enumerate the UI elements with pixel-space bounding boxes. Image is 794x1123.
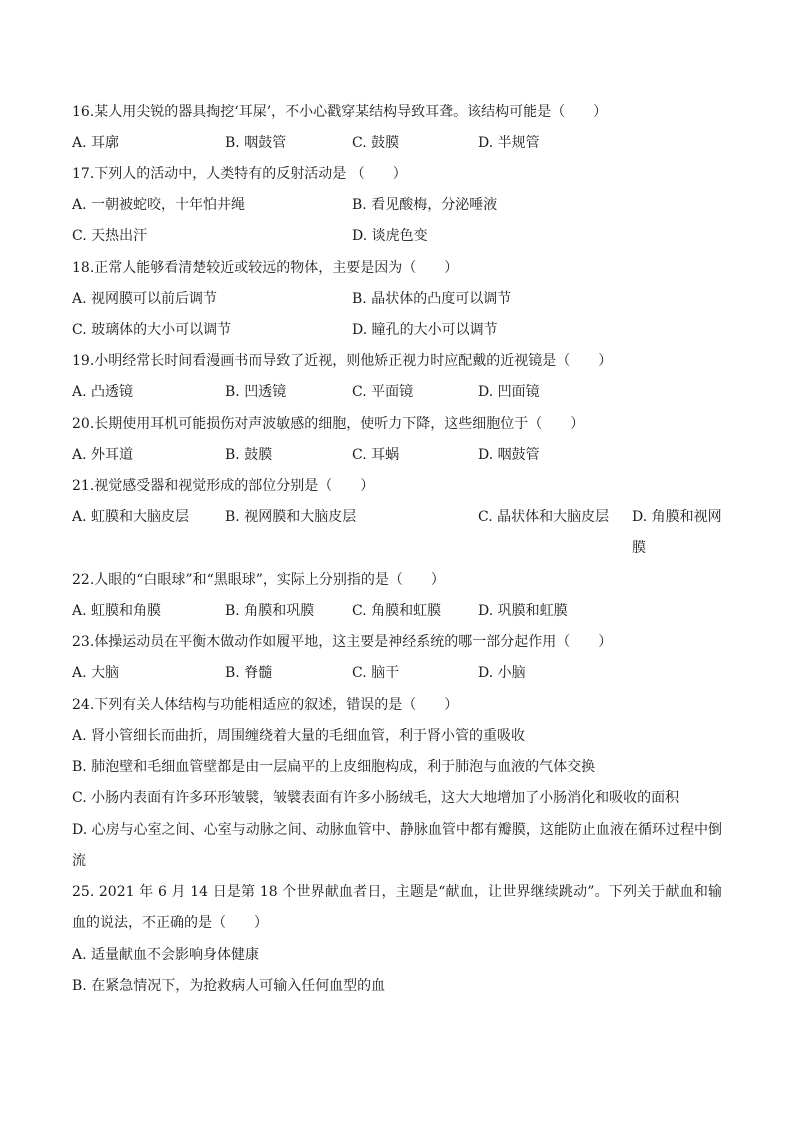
question-20-option-d: D. 咽鼓管 bbox=[478, 447, 540, 463]
question-20-option-c: C. 耳蜗 bbox=[352, 447, 400, 463]
question-22-option-a: A. 虹膜和角膜 bbox=[72, 603, 162, 619]
question-24-option-c: C. 小肠内表面有许多环形皱襞，皱襞表面有许多小肠绒毛，这大大地增加了小肠消化和吸收的面积 bbox=[72, 790, 680, 806]
question-17-option-d: D. 谈虎色变 bbox=[352, 228, 428, 244]
question-19-option-a: A. 凸透镜 bbox=[72, 384, 134, 400]
question-25-stem: 25. 2021 年 6 月 14 日是第 18 个世界献血者日，主题是“献血，让世界继续跳动”。下列关于献血和输血的说法，不正确的是（ ） bbox=[72, 884, 722, 931]
question-17-option-c: C. 天热出汗 bbox=[72, 228, 148, 244]
question-23-option-d: D. 小脑 bbox=[478, 665, 526, 681]
question-25-option-b: B. 在紧急情况下，为抢救病人可输入任何血型的血 bbox=[72, 978, 386, 994]
question-20-option-a: A. 外耳道 bbox=[72, 447, 134, 463]
question-20-option-b: B. 鼓膜 bbox=[225, 447, 273, 463]
question-19-option-b: B. 凹透镜 bbox=[225, 384, 287, 400]
question-23-option-a: A. 大脑 bbox=[72, 665, 120, 681]
question-22-option-d: D. 巩膜和虹膜 bbox=[478, 603, 568, 619]
question-22-option-c: C. 角膜和虹膜 bbox=[352, 603, 442, 619]
question-24-option-d: D. 心房与心室之间、心室与动脉之间、动脉血管中、静脉血管中都有瓣膜，这能防止血液在循环过程中倒流 bbox=[72, 822, 722, 869]
question-21-option-a: A. 虹膜和大脑皮层 bbox=[72, 509, 190, 525]
question-18-stem: 18.正常人能够看清楚较近或较远的物体，主要是因为（ ） bbox=[72, 260, 459, 276]
question-16-option-d: D. 半规管 bbox=[478, 135, 540, 151]
question-17-option-b: B. 看见酸梅，分泌唾液 bbox=[352, 197, 498, 213]
question-18-option-a: A. 视网膜可以前后调节 bbox=[72, 291, 218, 307]
question-16-option-a: A. 耳廓 bbox=[72, 135, 120, 151]
question-18-option-b: B. 晶状体的凸度可以调节 bbox=[352, 291, 512, 307]
question-17-stem: 17.下列人的活动中，人类特有的反射活动是 （ ） bbox=[72, 166, 407, 182]
question-24-stem: 24.下列有关人体结构与功能相适应的叙述，错误的是（ ） bbox=[72, 697, 459, 713]
question-18-option-d: D. 瞳孔的大小可以调节 bbox=[352, 322, 498, 338]
question-24-option-b: B. 肺泡壁和毛细血管壁都是由一层扁平的上皮细胞构成，利于肺泡与血液的气体交换 bbox=[72, 759, 596, 775]
question-23-option-c: C. 脑干 bbox=[352, 665, 400, 681]
question-21-option-c: C. 晶状体和大脑皮层 bbox=[478, 509, 610, 525]
question-16-option-c: C. 鼓膜 bbox=[352, 135, 400, 151]
question-21-option-b: B. 视网膜和大脑皮层 bbox=[225, 509, 357, 525]
question-22-stem: 22.人眼的“白眼球”和“黑眼球”，实际上分别指的是（ ） bbox=[72, 572, 445, 588]
question-16-stem: 16.某人用尖锐的器具掏挖‘耳屎’，不小心戳穿某结构导致耳聋。该结构可能是（ ） bbox=[72, 104, 608, 120]
question-17-option-a: A. 一朝被蛇咬，十年怕井绳 bbox=[72, 197, 246, 213]
question-23-option-b: B. 脊髓 bbox=[225, 665, 273, 681]
question-19-option-d: D. 凹面镜 bbox=[478, 384, 540, 400]
question-19-option-c: C. 平面镜 bbox=[352, 384, 414, 400]
question-24-option-a: A. 肾小管细长而曲折，周围缠绕着大量的毛细血管，利于肾小管的重吸收 bbox=[72, 728, 526, 744]
question-21-stem: 21.视觉感受器和视觉形成的部位分别是（ ） bbox=[72, 478, 375, 494]
question-20-stem: 20.长期使用耳机可能损伤对声波敏感的细胞，使听力下降，这些细胞位于（ ） bbox=[72, 416, 585, 432]
question-23-stem: 23.体操运动员在平衡木做动作如履平地，这主要是神经系统的哪一部分起作用（ ） bbox=[72, 634, 613, 650]
question-21-option-d: D. 角膜和视网膜 bbox=[632, 509, 722, 556]
question-18-option-c: C. 玻璃体的大小可以调节 bbox=[72, 322, 232, 338]
question-22-option-b: B. 角膜和巩膜 bbox=[225, 603, 315, 619]
question-19-stem: 19.小明经常长时间看漫画书而导致了近视，则他矫正视力时应配戴的近视镜是（ ） bbox=[72, 353, 613, 369]
question-16-option-b: B. 咽鼓管 bbox=[225, 135, 287, 151]
question-25-option-a: A. 适量献血不会影响身体健康 bbox=[72, 947, 260, 963]
